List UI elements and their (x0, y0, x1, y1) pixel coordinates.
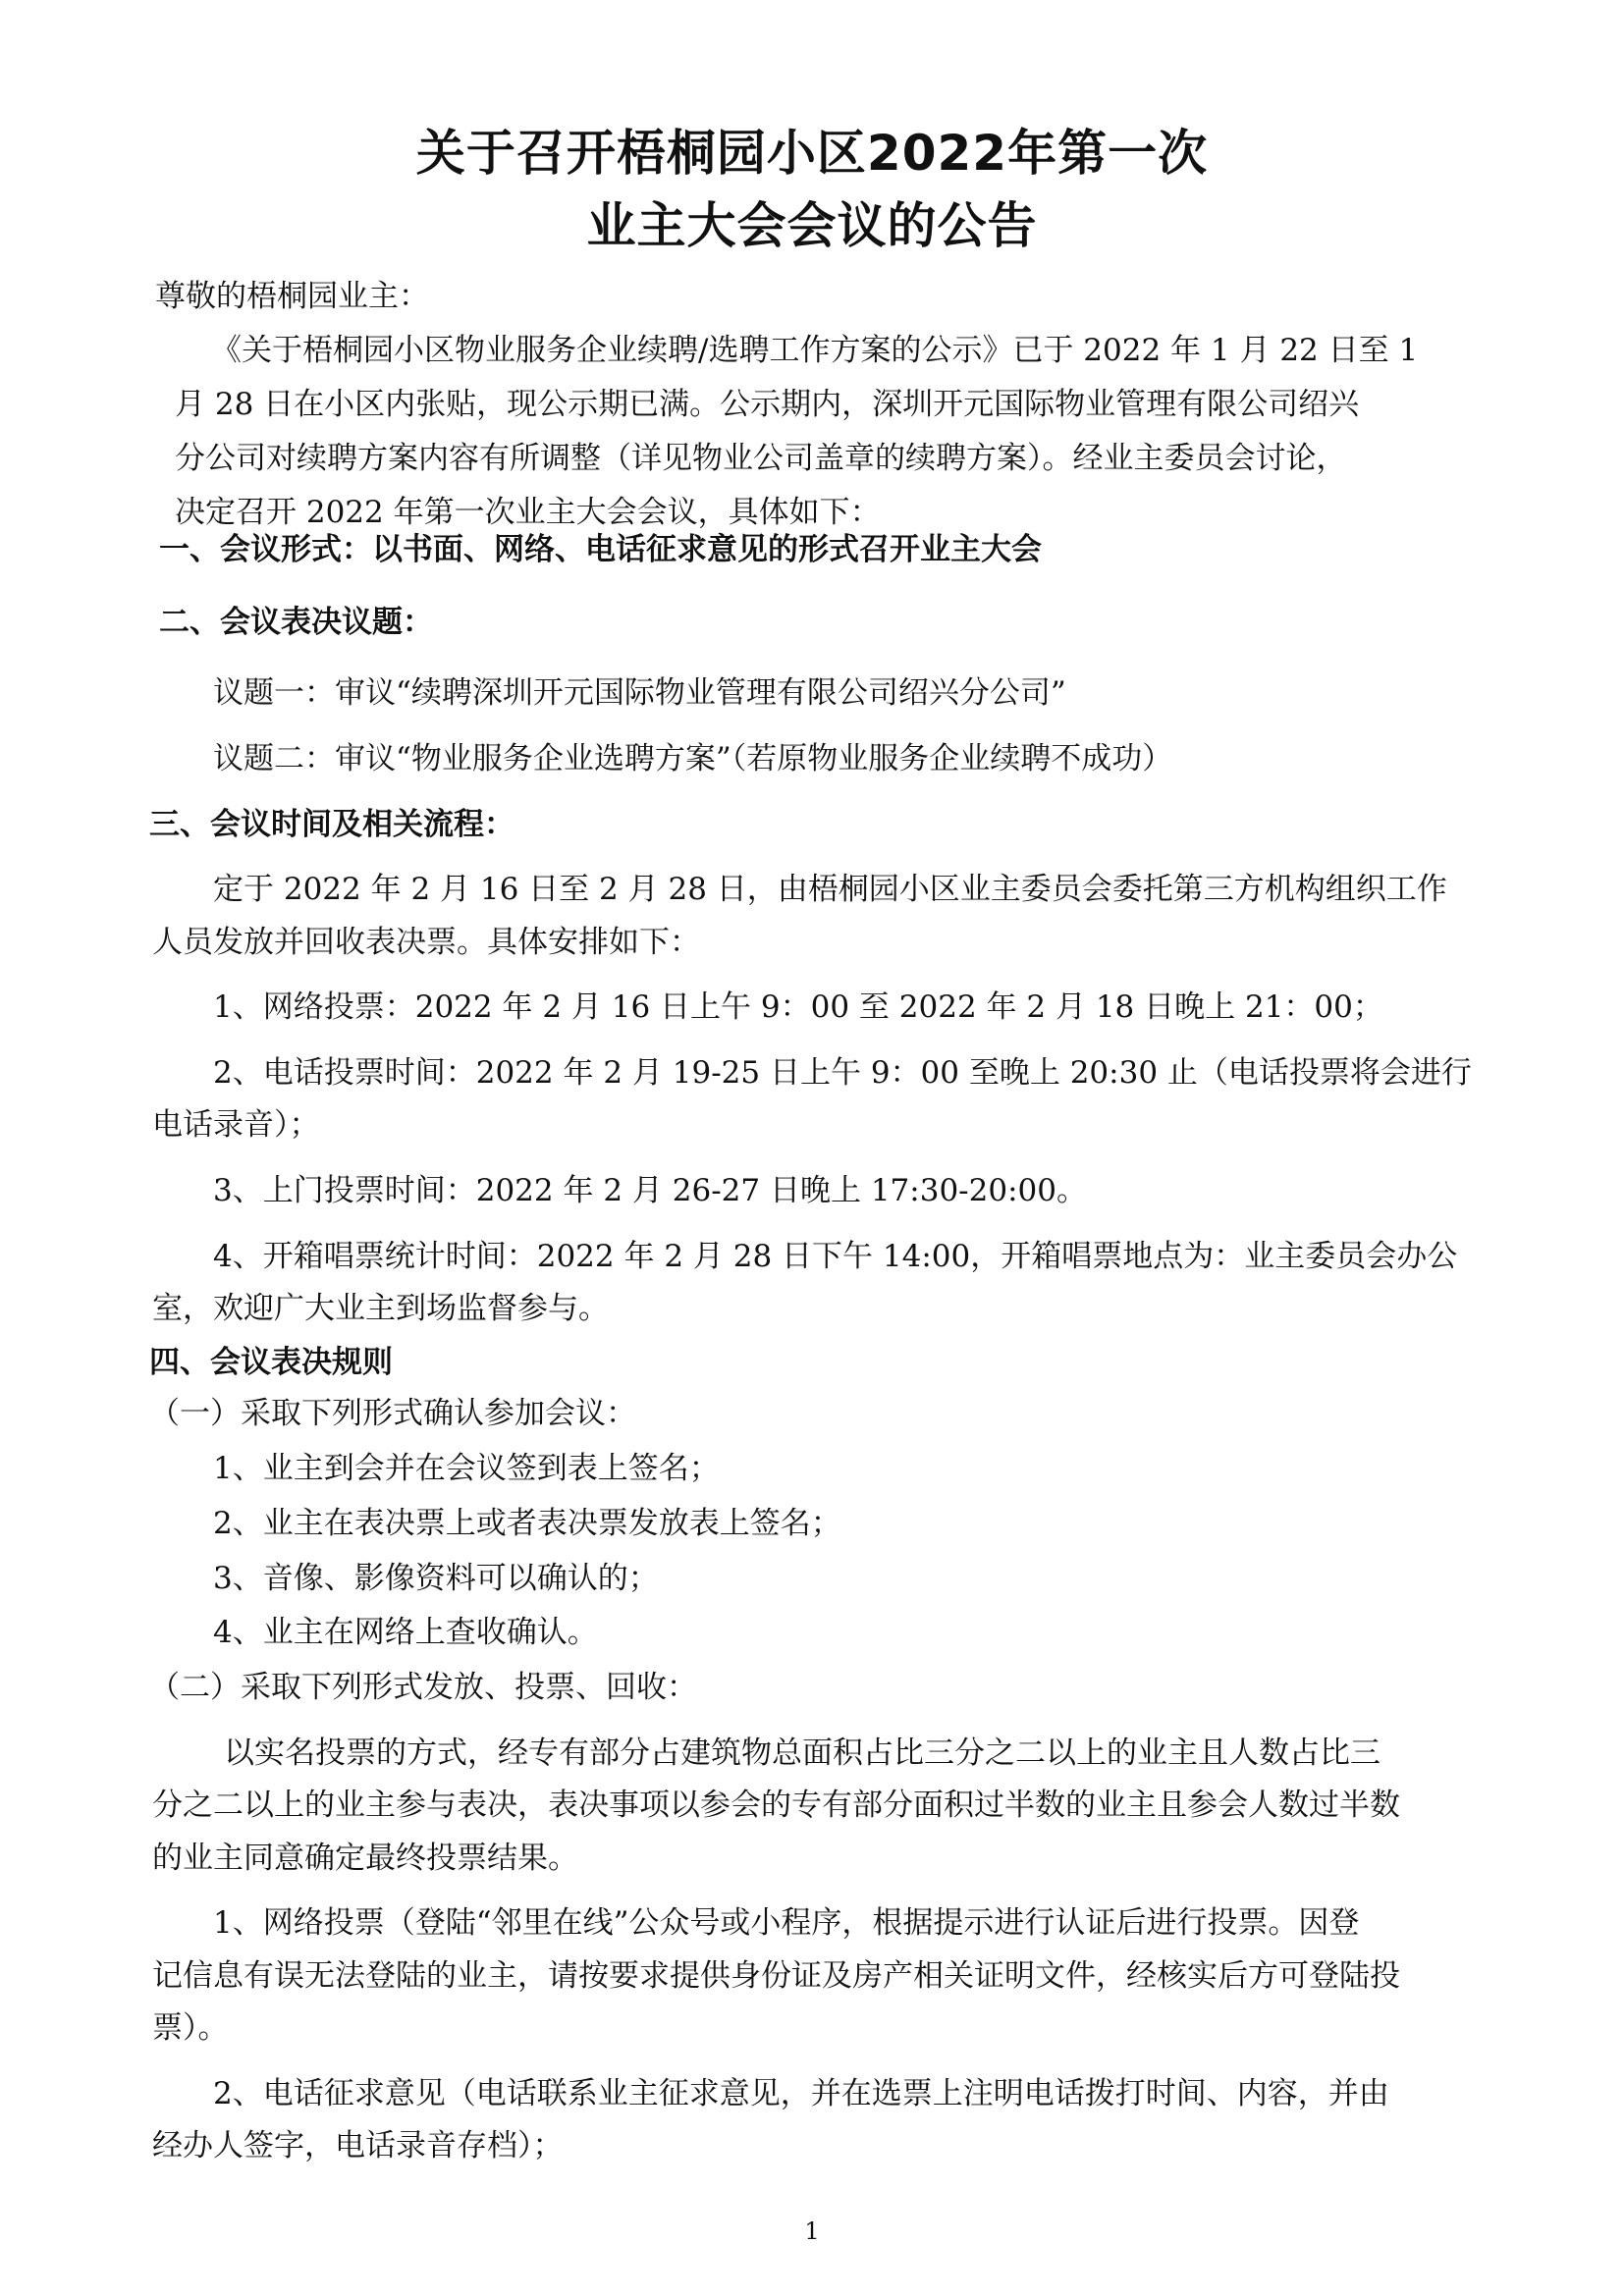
section-heading-schedule: 三、会议时间及相关流程： (149, 807, 514, 842)
schedule-line: 4、开箱唱票统计时间：2022 年 2 月 28 日下午 14:00，开箱唱票地点为：业主委员会办公 (213, 1239, 1458, 1274)
rules-line: 2、电话征求意见（电话联系业主征求意见，并在选票上注明电话拨打时间、内容，并由 (213, 2076, 1389, 2111)
rules-line: 1、网络投票（登陆“邻里在线”公众号或小程序，根据提示进行认证后进行投票。因登 (213, 1905, 1360, 1941)
rules-line: 分之二以上的业主参与表决，表决事项以参会的专有部分面积过半数的业主且参会人数过半数 (152, 1788, 1400, 1823)
rules-line: 的业主同意确定最终投票结果。 (152, 1841, 578, 1876)
salutation: 尊敬的梧桐园业主： (155, 279, 429, 314)
schedule-line: 人员发放并回收表决票。具体安排如下： (152, 925, 700, 960)
schedule-line: 室，欢迎广大业主到场监督参与。 (152, 1291, 609, 1326)
agenda-item: 议题一：审议“续聘深圳开元国际物业管理有限公司绍兴分公司” (213, 675, 1066, 711)
intro-line: 决定召开 2022 年第一次业主大会会议，具体如下： (175, 495, 881, 530)
page-number: 1 (804, 2217, 820, 2245)
schedule-line: 2、电话投票时间：2022 年 2 月 19-25 日上午 9：00 至晚上 20:30 止（电话投票将会进行 (213, 1055, 1472, 1091)
document-title-line2: 业主大会会议的公告 (586, 197, 1038, 254)
rules-line: 3、音像、影像资料可以确认的； (213, 1561, 659, 1596)
rules-line: 以实名投票的方式，经专有部分占建筑物总面积占比三分之二以上的业主且人数占比三 (224, 1735, 1380, 1771)
rules-line: 记信息有误无法登陆的业主，请按要求提供身份证及房产相关证明文件，经核实后方可登陆投 (152, 1958, 1400, 1994)
rules-line: 1、业主到会并在会议签到表上签名； (213, 1451, 720, 1486)
rules-line: （二）采取下列形式发放、投票、回收： (149, 1670, 697, 1705)
schedule-line: 3、上门投票时间：2022 年 2 月 26-27 日晚上 17:30-20:00。 (213, 1173, 1087, 1208)
rules-line: （一）采取下列形式确认参加会议： (149, 1396, 636, 1431)
schedule-line: 1、网络投票：2022 年 2 月 16 日上午 9：00 至 2022 年 2 月 18 日晚上 21：00； (213, 989, 1383, 1025)
section-heading-meeting-form: 一、会议形式：以书面、网络、电话征求意见的形式召开业主大会 (159, 532, 1042, 567)
intro-line: 《关于梧桐园小区物业服务企业续聘/选聘工作方案的公示》已于 2022 年 1 月 22 日至 1 (211, 333, 1419, 368)
rules-line: 4、业主在网络上查收确认。 (213, 1615, 598, 1650)
rules-line: 经办人签字，电话录音存档）； (152, 2128, 564, 2163)
schedule-line: 电话录音）； (152, 1107, 320, 1143)
rules-line: 2、业主在表决票上或者表决票发放表上签名； (213, 1506, 841, 1541)
intro-line: 月 28 日在小区内张贴，现公示期已满。公示期内，深圳开元国际物业管理有限公司绍兴 (175, 387, 1360, 422)
intro-line: 分公司对续聘方案内容有所调整（详见物业公司盖章的续聘方案）。经业主委员会讨论， (175, 441, 1347, 476)
section-heading-agenda: 二、会议表决议题： (159, 605, 433, 640)
rules-line: 票）。 (152, 2010, 229, 2046)
schedule-line: 定于 2022 年 2 月 16 日至 2 月 28 日，由梧桐园小区业主委员会委托第三方机构组织工作 (213, 872, 1447, 907)
section-heading-voting-rules: 四、会议表决规则 (149, 1345, 393, 1380)
agenda-item: 议题二：审议“物业服务企业选聘方案”（若原物业服务企业续聘不成功） (213, 741, 1173, 776)
document-title-line1: 关于召开梧桐园小区2022年第一次 (415, 125, 1209, 182)
